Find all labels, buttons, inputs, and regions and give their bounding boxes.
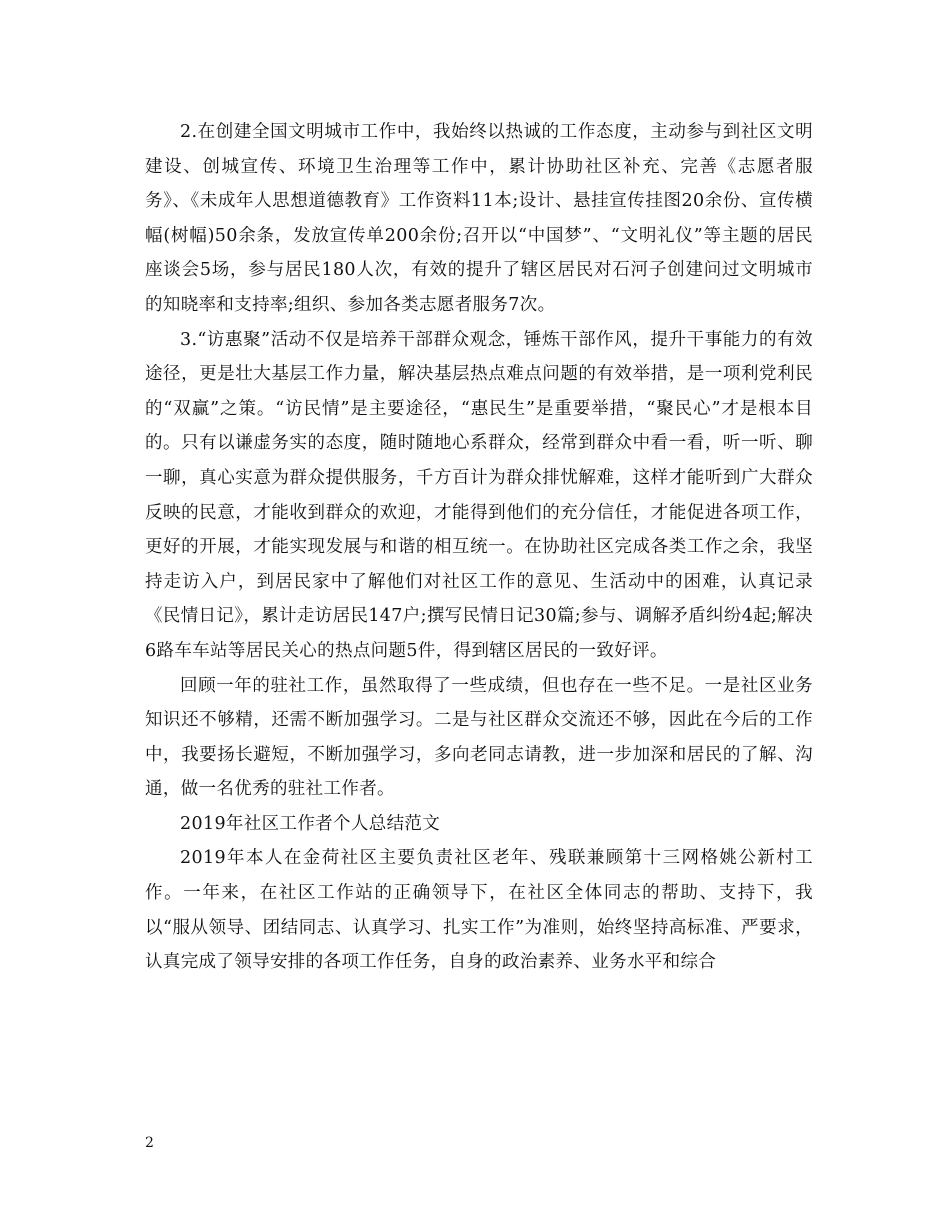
document-body [145, 115, 813, 980]
paragraph-review: 回顾一年的驻社工作，虽然取得了一些成绩，但也存在一些不足。一是社区业务知识还不够精，还需不断加强学习。二是与社区群众交流还不够，因此在今后的工作中，我要扬长避短，不断加强学习，多向老同志请教，进一步加深和居民的了解、沟通，做一名优秀的驻社工作者。 [145, 675, 813, 800]
paragraph-2019-summary: 2019年本人在金荷社区主要负责社区老年、残联兼顾第十三网格姚公新村工作。一年来，在社区工作站的正确领导下，在社区全体同志的帮助、支持下，我以“服从领导、团结同志、认真学习、扎实工作”为准则，始终坚持高标准、严要求，认真完成了领导安排的各项工作任务，自身的政治素养、业务水平和综合 [145, 848, 813, 973]
section-heading: 2019年社区工作者个人总结范文 [180, 813, 441, 834]
paragraph-civilized-city: 2.在创建全国文明城市工作中，我始终以热诚的工作态度，主动参与到社区文明建设、创城宣传、环境卫生治理等工作中，累计协助社区补充、完善《志愿者服务》、《未成年人思想道德教育》工作资料11本;设计、悬挂宣传挂图20余份、宣传横幅(树幅)50余条，发放宣传单200余份;召开以“中国梦”、“文明礼仪”等主题的居民座谈会5场，参与居民180人次，有效的提升了辖区居民对石河子创建问过文明城市的知晓率和支持率;组织、参加各类志愿者服务7次。 [145, 122, 813, 315]
paragraph-fanghuiju: 3.“访惠聚”活动不仅是培养干部群众观念，锤炼干部作风，提升干事能力的有效途径，更是壮大基层工作力量，解决基层热点难点问题的有效举措，是一项利党利民的“双赢”之策。“访民情”是主要途径，“惠民生”是重要举措，“聚民心”才是根本目的。只有以谦虚务实的态度，随时随地心系群众，经常到群众中看一看，听一听、聊一聊，真心实意为群众提供服务，千方百计为群众排忧解难，这样才能听到广大群众反映的民意，才能收到群众的欢迎，才能得到他们的充分信任，才能促进各项工作，更好的开展，才能实现发展与和谐的相互统一。在协助社区完成各类工作之余，我坚持走访入户，到居民家中了解他们对社区工作的意见、生活动中的困难，认真记录《民情日记》，累计走访居民147户;撰写民情日记30篇;参与、调解矛盾纠纷4起;解决6路车车站等居民关心的热点问题5件，得到辖区居民的一致好评。 [145, 329, 813, 661]
page-number: 2 [145, 1135, 154, 1151]
